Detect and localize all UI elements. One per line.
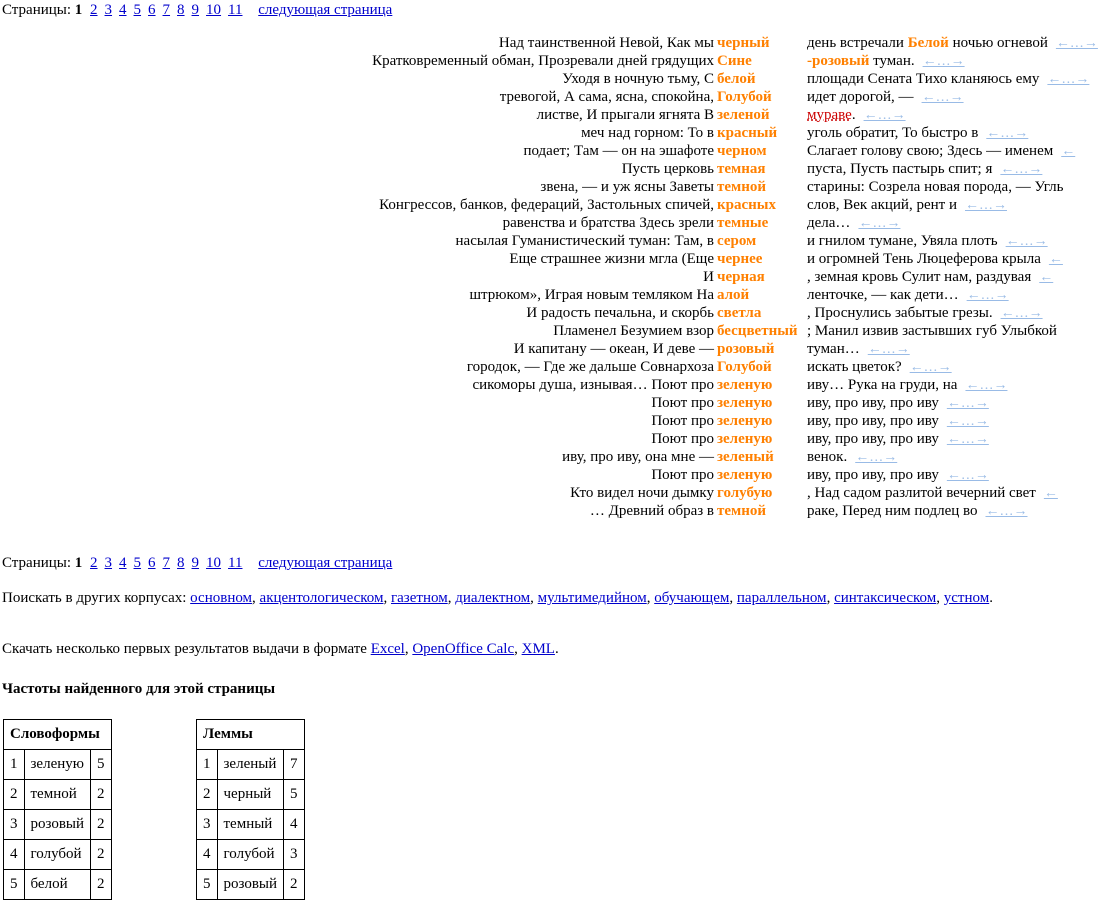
concordance-row xyxy=(0,106,1083,124)
rank-cell: 5 xyxy=(4,870,25,900)
left-context: подает; Там — он на эшафоте xyxy=(523,143,714,159)
expand-context-link[interactable]: ←…→ xyxy=(1005,234,1048,249)
download-row xyxy=(2,640,559,658)
corpus-link[interactable]: диалектном xyxy=(455,590,531,606)
pager-label: Страницы: xyxy=(2,2,72,18)
expand-context-link[interactable]: ←…→ xyxy=(985,504,1028,519)
count-cell: 2 xyxy=(91,870,112,900)
corpus-link[interactable]: устном xyxy=(943,590,990,606)
right-text: слов, Век акций, рент и xyxy=(807,197,957,213)
concordance-row xyxy=(0,484,1083,502)
keyword: чернее xyxy=(717,251,763,267)
page-link-6[interactable]: 6 xyxy=(148,555,156,571)
expand-context-link[interactable]: ←…→ xyxy=(965,378,1008,393)
left-context: Поют про xyxy=(651,467,714,483)
keyword: черный xyxy=(717,35,770,51)
right-context xyxy=(807,124,1028,143)
right-text: туман… xyxy=(807,341,860,357)
concordance-row xyxy=(0,502,1083,520)
left-context: Поют про xyxy=(651,395,714,411)
concordance-row xyxy=(0,322,1083,340)
page-link-10[interactable]: 10 xyxy=(206,555,222,571)
right-text: день встречали xyxy=(807,35,904,51)
expand-context-link[interactable]: ← xyxy=(1048,252,1063,267)
concordance-row xyxy=(0,340,1083,358)
right-text: дела… xyxy=(807,215,851,231)
keyword: Голубой xyxy=(717,359,772,375)
keyword: зеленый xyxy=(717,449,774,465)
left-context: Еще страшнее жизни мгла (Еще xyxy=(509,251,714,267)
page-link-8[interactable]: 8 xyxy=(177,2,185,18)
concordance-row xyxy=(0,160,1083,178)
expand-context-link[interactable]: ←…→ xyxy=(1000,306,1043,321)
concordance-row xyxy=(0,70,1090,88)
left-context: звена, — и уж ясны Заветы xyxy=(540,179,714,195)
expand-context-link[interactable]: ←…→ xyxy=(867,342,910,357)
table-row xyxy=(197,750,305,780)
other-corpora-links: основном, акцентологическом, газетном, диалектном, мультимедийном, обучающем, параллельном, синтаксическом, устном. xyxy=(190,590,993,606)
right-text-after: . xyxy=(851,107,856,123)
corpus-link[interactable]: газетном xyxy=(391,590,448,606)
expand-context-link[interactable]: ←…→ xyxy=(946,468,989,483)
concordance-row xyxy=(0,124,1083,142)
keyword: черном xyxy=(717,143,767,159)
expand-context-link[interactable]: ← xyxy=(1061,144,1076,159)
keyword: голубую xyxy=(717,485,773,501)
right-context xyxy=(807,196,1007,215)
keyword: темная xyxy=(717,161,766,177)
next-page-link[interactable]: следующая страница xyxy=(258,2,393,18)
keyword: красный xyxy=(717,125,778,141)
right-keyword: -розовый xyxy=(807,53,870,69)
page-link-8[interactable]: 8 xyxy=(177,555,185,571)
count-cell: 2 xyxy=(91,810,112,840)
keyword: зеленую xyxy=(717,395,773,411)
download-label: Скачать несколько первых результатов выдачи в формате xyxy=(2,641,367,657)
word-cell: белой xyxy=(24,870,91,900)
right-context xyxy=(807,286,1009,305)
left-context: Пусть церковь xyxy=(621,161,714,177)
rank-cell: 5 xyxy=(197,870,218,900)
page-link-4[interactable]: 4 xyxy=(119,555,127,571)
right-context xyxy=(807,448,897,467)
expand-context-link[interactable]: ←…→ xyxy=(863,108,906,123)
wordforms-table xyxy=(3,719,112,900)
right-context xyxy=(807,466,989,485)
right-context xyxy=(807,52,965,71)
page-links xyxy=(86,555,242,571)
right-context xyxy=(807,142,1075,161)
lemmas-header: Леммы xyxy=(197,720,305,750)
right-context xyxy=(807,394,989,413)
table-row xyxy=(4,840,112,870)
concordance-row xyxy=(0,178,1083,196)
keyword: сером xyxy=(717,233,757,249)
concordance-row xyxy=(0,430,1083,448)
right-text: площади Сената Тихо кланяюсь ему xyxy=(807,71,1040,87)
right-context xyxy=(807,88,964,107)
table-row xyxy=(197,870,305,900)
wordforms-header: Словоформы xyxy=(4,720,112,750)
right-context xyxy=(807,376,1007,395)
concordance-row xyxy=(0,52,1083,70)
expand-context-link[interactable]: ←…→ xyxy=(1047,72,1090,87)
right-text: иву, про иву, про иву xyxy=(807,395,939,411)
page-link-5[interactable]: 5 xyxy=(133,2,142,18)
word-cell: розовый xyxy=(217,870,284,900)
current-page: 1 xyxy=(74,555,83,571)
left-context: … Древний образ в xyxy=(589,503,714,519)
right-text-after: туман. xyxy=(873,53,915,69)
right-context xyxy=(807,178,1063,196)
rank-cell: 4 xyxy=(197,840,218,870)
right-context xyxy=(807,70,1089,89)
expand-context-link[interactable]: ←…→ xyxy=(1000,162,1043,177)
word-cell: темной xyxy=(24,780,91,810)
page-link-3[interactable]: 3 xyxy=(104,555,113,571)
pager-top xyxy=(2,1,392,19)
right-keyword: Белой xyxy=(907,35,949,51)
right-context xyxy=(807,34,1098,53)
right-context xyxy=(807,358,952,377)
download-format-link[interactable]: Excel xyxy=(370,641,405,657)
page-link-11[interactable]: 11 xyxy=(228,2,243,18)
count-cell: 5 xyxy=(91,750,112,780)
next-page-link[interactable]: следующая страница xyxy=(258,555,393,571)
word-cell: темный xyxy=(217,810,284,840)
right-text: венок. xyxy=(807,449,848,465)
page-link-11[interactable]: 11 xyxy=(228,555,243,571)
right-text: и огромней Тень Люцеферова крыла xyxy=(807,251,1041,267)
word-cell: голубой xyxy=(24,840,91,870)
table-row xyxy=(4,780,112,810)
expand-context-link[interactable]: ←…→ xyxy=(964,198,1007,213)
page-link-2[interactable]: 2 xyxy=(90,555,98,571)
keyword: зеленую xyxy=(717,431,773,447)
concordance-row xyxy=(0,268,1083,286)
count-cell: 4 xyxy=(284,810,305,840)
concordance-row xyxy=(0,394,1083,412)
keyword: темной xyxy=(717,179,767,195)
right-context xyxy=(807,160,1042,179)
right-text: ; Манил извив застывших губ Улыбкой xyxy=(807,323,1057,339)
right-text: иву… Рука на груди, на xyxy=(807,377,958,393)
misspelled-word: мураве xyxy=(807,107,852,123)
word-cell: зеленый xyxy=(217,750,284,780)
right-text: , земная кровь Сулит нам, раздувая xyxy=(807,269,1032,285)
current-page: 1 xyxy=(74,2,83,18)
right-context xyxy=(807,322,1057,340)
left-context: штрюком», Играя новым темляком На xyxy=(469,287,714,303)
left-context: сикоморы душа, изнывая… Поют про xyxy=(472,377,714,393)
concordance-row xyxy=(0,34,1098,52)
download-links: Excel, OpenOffice Calc, XML. xyxy=(370,641,559,657)
table-row xyxy=(4,870,112,900)
left-context: Поют про xyxy=(651,413,714,429)
right-context xyxy=(807,340,910,359)
lemmas-table xyxy=(196,719,305,900)
expand-context-link[interactable]: ←…→ xyxy=(909,360,952,375)
right-text-after: ночью огневой xyxy=(952,35,1048,51)
corpus-link[interactable]: параллельном xyxy=(736,590,827,606)
right-text: иву, про иву, про иву xyxy=(807,467,939,483)
concordance-row xyxy=(0,196,1083,214)
corpus-link[interactable]: мультимедийном xyxy=(537,590,647,606)
expand-context-link[interactable]: ←…→ xyxy=(966,288,1009,303)
concordance-row xyxy=(0,286,1083,304)
word-cell: голубой xyxy=(217,840,284,870)
left-context: насылая Гуманистический туман: Там, в xyxy=(455,233,714,249)
right-context xyxy=(807,268,1053,287)
keyword: бесцветный xyxy=(717,323,798,339)
right-text: ленточке, — как дети… xyxy=(807,287,959,303)
left-context: И радость печальна, и скорбь xyxy=(526,305,714,321)
keyword: розовый xyxy=(717,341,775,357)
keyword: зеленую xyxy=(717,467,773,483)
concordance-results xyxy=(0,34,1098,520)
right-context xyxy=(807,412,989,431)
table-row xyxy=(4,750,112,780)
keyword: Сине xyxy=(717,53,752,69)
right-text: иву, про иву, про иву xyxy=(807,413,939,429)
right-text: старины: Созрела новая порода, — Угль xyxy=(807,179,1064,195)
left-context: городок, — Где же дальше Совнархоза xyxy=(466,359,714,375)
frequency-title: Частоты найденного для этой страницы xyxy=(2,681,276,697)
right-text: уголь обратит, То быстро в xyxy=(807,125,979,141)
other-corpora xyxy=(2,589,993,607)
page-link-9[interactable]: 9 xyxy=(191,555,200,571)
expand-context-link[interactable]: ←…→ xyxy=(921,90,964,105)
count-cell: 2 xyxy=(284,870,305,900)
left-context: Поют про xyxy=(651,431,714,447)
table-row xyxy=(4,810,112,840)
count-cell: 5 xyxy=(284,780,305,810)
count-cell: 7 xyxy=(284,750,305,780)
concordance-row xyxy=(0,232,1083,250)
left-context: Кто видел ночи дымку xyxy=(570,485,714,501)
keyword: красных xyxy=(717,197,776,213)
rank-cell: 1 xyxy=(4,750,25,780)
keyword: темной xyxy=(717,503,767,519)
expand-context-link[interactable]: ←…→ xyxy=(855,450,898,465)
left-context: И капитану — океан, И деве — xyxy=(513,341,714,357)
concordance-row xyxy=(0,376,1083,394)
right-context xyxy=(807,232,1048,251)
count-cell: 3 xyxy=(284,840,305,870)
page-link-7[interactable]: 7 xyxy=(162,555,171,571)
keyword: светла xyxy=(717,305,762,321)
left-context: листве, И прыгали ягнята В xyxy=(536,107,714,123)
word-cell: черный xyxy=(217,780,284,810)
left-context: меч над горном: То в xyxy=(581,125,714,141)
right-text: иву, про иву, про иву xyxy=(807,431,939,447)
rank-cell: 1 xyxy=(197,750,218,780)
table-row xyxy=(197,810,305,840)
left-context: Уходя в ночную тьму, С xyxy=(562,71,714,87)
right-context xyxy=(807,304,1043,323)
right-text: Слагает голову свою; Здесь — именем xyxy=(807,143,1054,159)
page-link-2[interactable]: 2 xyxy=(90,2,98,18)
word-cell: зеленую xyxy=(24,750,91,780)
keyword: темные xyxy=(717,215,769,231)
page-link-6[interactable]: 6 xyxy=(148,2,156,18)
page-link-7[interactable]: 7 xyxy=(162,2,171,18)
left-context: И xyxy=(703,269,714,285)
pager-bottom xyxy=(2,554,392,572)
page-links xyxy=(86,2,242,18)
concordance-row xyxy=(0,88,1083,106)
expand-context-link[interactable]: ← xyxy=(1039,270,1054,285)
right-text: пуста, Пусть пастырь спит; я xyxy=(807,161,993,177)
expand-context-link[interactable]: ←…→ xyxy=(946,432,989,447)
right-text: раке, Перед ним подлец во xyxy=(807,503,978,519)
right-context xyxy=(807,502,1028,521)
keyword: черная xyxy=(717,269,765,285)
left-context: Конгрессов, банков, федераций, Застольных спичей, xyxy=(379,197,714,213)
keyword: зеленую xyxy=(717,413,773,429)
page-link-4[interactable]: 4 xyxy=(119,2,127,18)
keyword: белой xyxy=(717,71,756,87)
rank-cell: 3 xyxy=(4,810,25,840)
right-context xyxy=(807,214,900,233)
right-text: и гнилом тумане, Увяла плоть xyxy=(807,233,998,249)
concordance-row xyxy=(0,358,1083,376)
corpus-link[interactable]: основном xyxy=(190,590,253,606)
right-text: искать цветок? xyxy=(807,359,902,375)
left-context: равенства и братства Здесь зрели xyxy=(502,215,714,231)
concordance-row xyxy=(0,466,1083,484)
corpus-link[interactable]: синтаксическом xyxy=(834,590,937,606)
keyword: зеленой xyxy=(717,107,770,123)
expand-context-link[interactable]: ←…→ xyxy=(946,396,989,411)
page-link-5[interactable]: 5 xyxy=(133,555,142,571)
corpus-link[interactable]: обучающем xyxy=(654,590,730,606)
left-context: Кратковременный обман, Прозревали дней грядущих xyxy=(372,53,714,69)
expand-context-link[interactable]: ←…→ xyxy=(986,126,1029,141)
concordance-row xyxy=(0,214,1083,232)
keyword: зеленую xyxy=(717,377,773,393)
left-context: Пламенел Безумием взор xyxy=(553,323,714,339)
right-context xyxy=(807,430,989,449)
keyword: Голубой xyxy=(717,89,772,105)
other-corpora-label: Поискать в других корпусах: xyxy=(2,590,187,606)
right-text: , Проснулись забытые грезы. xyxy=(807,305,993,321)
expand-context-link[interactable]: ←…→ xyxy=(922,54,965,69)
rank-cell: 3 xyxy=(197,810,218,840)
right-text: идет дорогой, — xyxy=(807,89,914,105)
left-context: тревогой, А сама, ясна, спокойна, xyxy=(499,89,714,105)
table-row xyxy=(197,780,305,810)
expand-context-link[interactable]: ← xyxy=(1043,486,1058,501)
count-cell: 2 xyxy=(91,840,112,870)
right-text: , Над садом разлитой вечерний свет xyxy=(807,485,1036,501)
pager-label: Страницы: xyxy=(2,555,72,571)
concordance-row xyxy=(0,250,1083,268)
page-link-10[interactable]: 10 xyxy=(206,2,222,18)
concordance-row xyxy=(0,412,1083,430)
page-link-9[interactable]: 9 xyxy=(191,2,200,18)
rank-cell: 2 xyxy=(197,780,218,810)
page-link-3[interactable]: 3 xyxy=(104,2,113,18)
keyword: алой xyxy=(717,287,750,303)
table-row xyxy=(197,840,305,870)
right-context xyxy=(807,484,1058,503)
expand-context-link[interactable]: ←…→ xyxy=(946,414,989,429)
expand-context-link[interactable]: ←…→ xyxy=(1055,36,1098,51)
word-cell: розовый xyxy=(24,810,91,840)
right-context xyxy=(807,106,906,125)
rank-cell: 4 xyxy=(4,840,25,870)
download-format-link[interactable]: XML xyxy=(521,641,555,657)
concordance-row xyxy=(0,142,1083,160)
rank-cell: 2 xyxy=(4,780,25,810)
concordance-row xyxy=(0,448,1083,466)
corpus-link[interactable]: акцентологическом xyxy=(259,590,384,606)
expand-context-link[interactable]: ←…→ xyxy=(858,216,901,231)
count-cell: 2 xyxy=(91,780,112,810)
download-format-link[interactable]: OpenOffice Calc xyxy=(412,641,515,657)
concordance-row xyxy=(0,304,1083,322)
right-context xyxy=(807,250,1063,269)
left-context: Над таинственной Невой, Как мы xyxy=(498,35,714,51)
left-context: иву, про иву, она мне — xyxy=(562,449,714,465)
